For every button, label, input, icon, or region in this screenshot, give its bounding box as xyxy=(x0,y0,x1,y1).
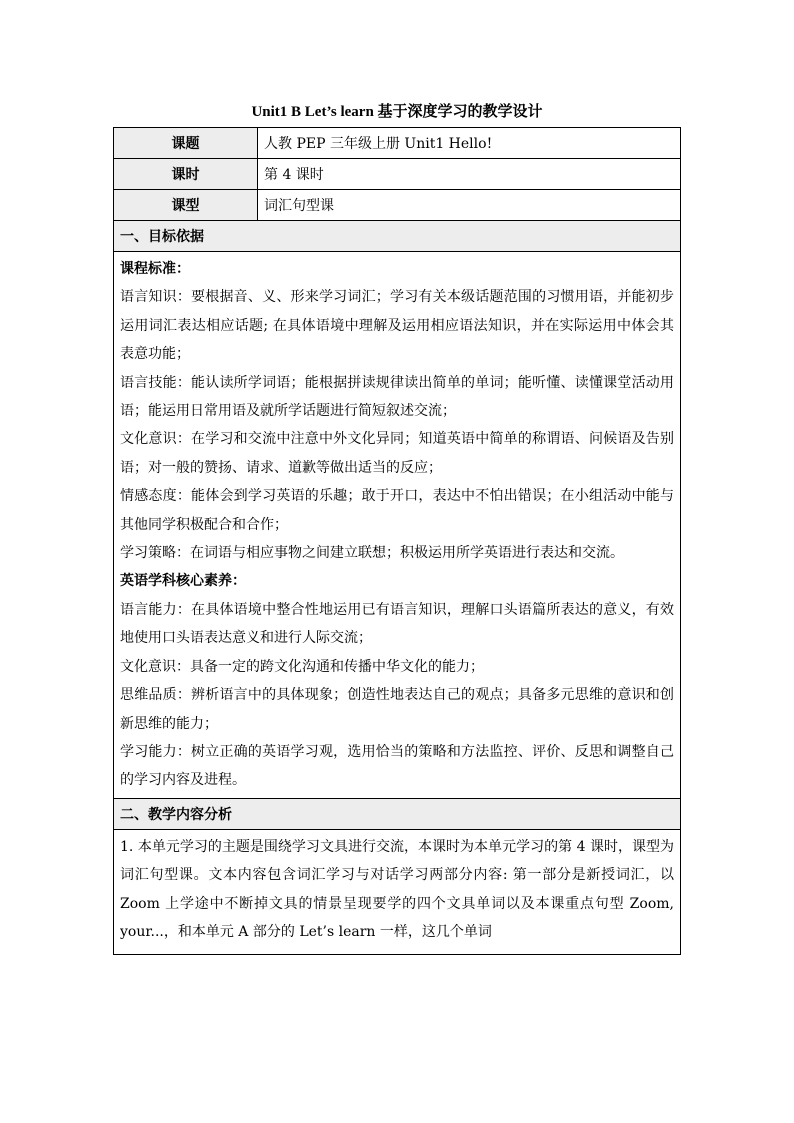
info-row-type xyxy=(114,190,681,221)
standard-cultural-awareness: 文化意识：在学习和交流中注意中外文化异同；知道英语中简单的称谓语、问候语及告别语；对一般的赞扬、请求、道歉等做出适当的反应； xyxy=(120,431,674,476)
standard-language-knowledge: 语言知识：要根据音、义、形来学习词汇；学习有关本级话题范围的习惯用语，并能初步运用词汇表达相应话题; 在具体语境中理解及运用相应语法知识，并在实际运用中体会其表意功能； xyxy=(120,289,674,363)
standard-learning-strategy: 学习策略：在词语与相应事物之间建立联想；积极运用所学英语进行表达和交流。 xyxy=(120,545,624,562)
core-competencies-heading: 英语学科核心素养： xyxy=(120,573,246,590)
topic-value: 人教 PEP 三年级上册 Unit1 Hello! xyxy=(258,128,681,159)
period-label: 课时 xyxy=(114,159,258,190)
core-learning-ability: 学习能力：树立正确的英语学习观，选用恰当的策略和方法监控、评价、反思和调整自己的学习内容及进程。 xyxy=(120,743,674,789)
core-cultural-awareness: 文化意识：具备一定的跨文化沟通和传播中华文化的能力； xyxy=(120,658,484,675)
standard-language-skills: 语言技能：能认读所学词语；能根据拼读规律读出简单的单词；能听懂、读懂课堂活动用语；能运用日常用语及就所学话题进行简短叙述交流； xyxy=(120,374,674,420)
core-language-ability: 语言能力：在具体语境中整合性地运用已有语言知识，理解口头语篇所表达的意义，有效地使用口头语表达意义和进行人际交流； xyxy=(120,601,674,647)
period-value: 第 4 课时 xyxy=(258,159,681,190)
lesson-plan-table xyxy=(113,127,681,955)
type-label: 课型 xyxy=(114,190,258,221)
curriculum-standards-heading: 课程标准： xyxy=(120,261,190,277)
document-title: Unit1 B Let’s learn 基于深度学习的教学设计 xyxy=(251,104,543,120)
standard-emotional-attitude: 情感态度：能体会到学习英语的乐趣；敢于开口，表达中不怕出错误；在小组活动中能与其他同学积极配合和合作； xyxy=(120,488,674,533)
type-value: 词汇句型课 xyxy=(258,190,681,221)
goals-body xyxy=(114,252,681,799)
content-analysis-paragraph: 1. 本单元学习的主题是围绕学习文具进行交流，本课时为本单元学习的第 4 课时，课型为词汇句型课。文本内容包含词汇学习与对话学习两部分内容: 第一部分是新授词汇，以 Zoom 上学途中不断掉文具的情景呈现要学的四个文具单词以及本课重点句型 Zoom, your...，和本单元 A 部分的 Let’s learn 一样，这几个单词 xyxy=(120,838,674,940)
section-heading-content-analysis: 二、教学内容分析 xyxy=(114,798,681,829)
info-row-topic xyxy=(114,128,681,159)
section-heading-goals: 一、目标依据 xyxy=(114,221,681,252)
info-row-period xyxy=(114,159,681,190)
core-thinking-quality: 思维品质：辨析语言中的具体现象；创造性地表达自己的观点；具备多元思维的意识和创新思维的能力； xyxy=(120,687,674,732)
topic-label: 课题 xyxy=(114,128,258,159)
content-analysis-body xyxy=(114,829,681,954)
